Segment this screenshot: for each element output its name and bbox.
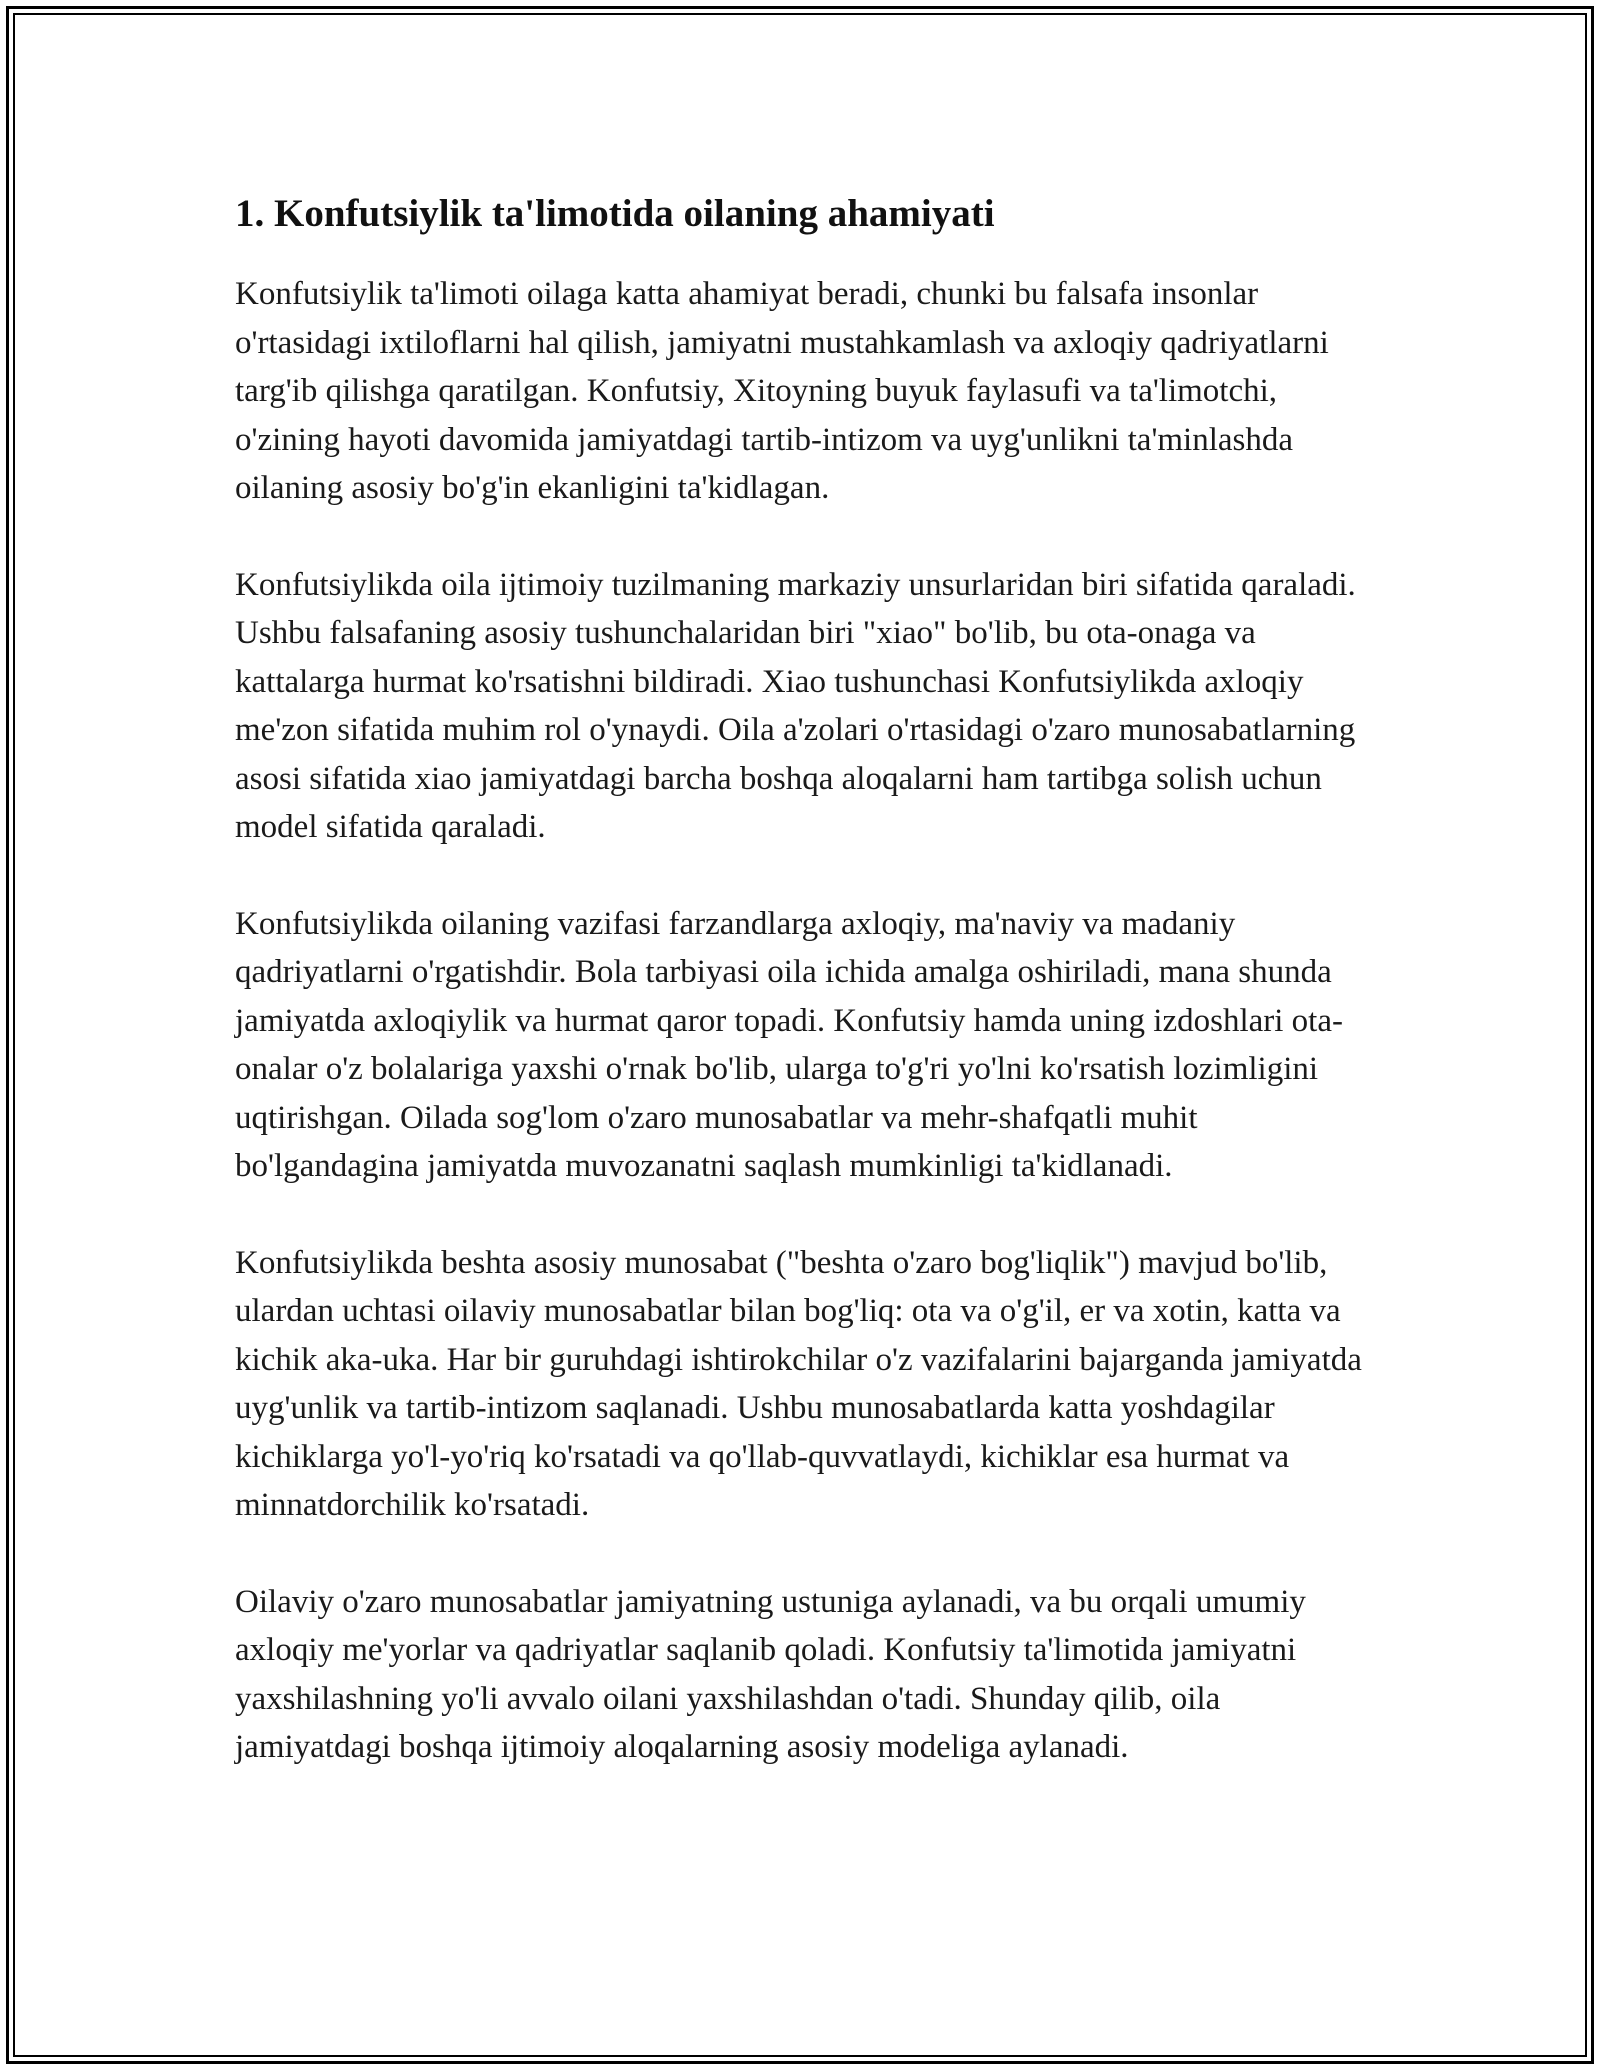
paragraph-1: Konfutsiylik ta'limoti oilaga katta ahamiyat beradi, chunki bu falsafa insonlar o'rtasidagi ixtiloflarni hal qilish, jamiyatni mustahkamlash va axloqiy qadriyatlarni targ'ib qilishga qaratilgan. Konfutsiy, Xitoyning buyuk faylasufi va ta'limotchi, o'zining hayoti davomida jamiyatdagi tartib-intizom va uyg'unlikni ta'minlashda oilaning asosiy bo'g'in ekanligini ta'kidlagan.: [235, 276, 1329, 506]
document-body: [235, 186, 1375, 1820]
paragraph-4: Konfutsiylikda beshta asosiy munosabat ("beshta o'zaro bog'liqlik") mavjud bo'lib, ulardan uchtasi oilaviy munosabatlar bilan bog'liq: ota va o'g'il, er va xotin, katta va kichik aka-uka. Har bir guruhdagi ishtirokchilar o'z vazifalarini bajarganda jamiyatda uyg'unlik va tartib-intizom saqlanadi. Ushbu munosabatlarda katta yoshdagilar kichiklarga yo'l-yo'riq ko'rsatadi va qo'llab-quvvatlaydi, kichiklar esa hurmat va minnatdorchilik ko'rsatadi.: [235, 1244, 1362, 1523]
paragraph-5: Oilaviy o'zaro munosabatlar jamiyatning ustuniga aylanadi, va bu orqali umumiy axloqiy me'yorlar va qadriyatlar saqlanib qoladi. Konfutsiy ta'limotida jamiyatni yaxshilashning yo'li avvalo oilani yaxshilashdan o'tadi. Shunday qilib, oila jamiyatdagi boshqa ijtimoiy aloqalarning asosiy modeliga aylanadi.: [235, 1583, 1306, 1765]
section-title: 1. Konfutsiylik ta'limotida oilaning ahamiyati: [235, 192, 995, 235]
paragraph-3: Konfutsiylikda oilaning vazifasi farzandlarga axloqiy, ma'naviy va madaniy qadriyatlarni o'rgatishdir. Bola tarbiyasi oila ichida amalga oshiriladi, mana shunda jamiyatda axloqiylik va hurmat qaror topadi. Konfutsiy hamda uning izdoshlari ota-onalar o'z bolalariga yaxshi o'rnak bo'lib, ularga to'g'ri yo'lni ko'rsatish lozimligini uqtirishgan. Oilada sog'lom o'zaro munosabatlar va mehr-shafqatli muhit bo'lgandagina jamiyatda muvozanatni saqlash mumkinligi ta'kidlanadi.: [235, 905, 1343, 1184]
paragraph-2: Konfutsiylikda oila ijtimoiy tuzilmaning markaziy unsurlaridan biri sifatida qaraladi. Ushbu falsafaning asosiy tushunchalaridan biri "xiao" bo'lib, bu ota-onaga va kattalarga hurmat ko'rsatishni bildiradi. Xiao tushunchasi Konfutsiylikda axloqiy me'zon sifatida muhim rol o'ynaydi. Oila a'zolari o'rtasidagi o'zaro munosabatlarning asosi sifatida xiao jamiyatdagi barcha boshqa aloqalarni ham tartibga solish uchun model sifatida qaraladi.: [235, 566, 1356, 845]
